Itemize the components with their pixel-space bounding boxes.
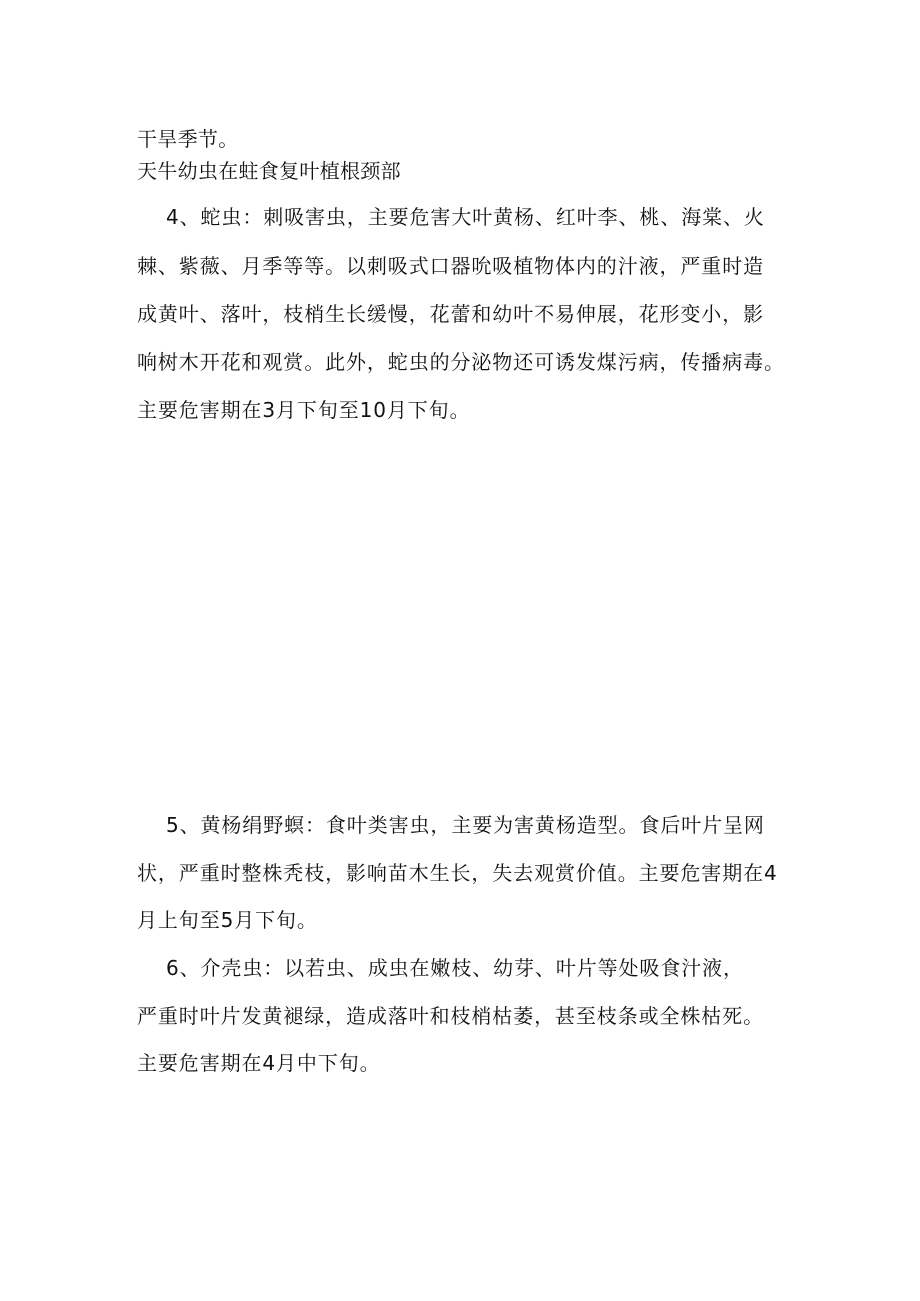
paragraph-4-line-2: 棘、紫薇、月季等等。以刺吸式口器吮吸植物体内的汁液，严重时造 xyxy=(137,254,764,278)
paragraph-5-line-1: 5、黄杨绢野螟：食叶类害虫，主要为害黄杨造型。食后叶片呈网 xyxy=(166,813,765,837)
paragraph-4-line-4: 响树木开花和观赏。此外，蛇虫的分泌物还可诱发煤污病，传播病毒。 xyxy=(137,350,785,374)
paragraph-5-line-2: 状，严重时整株秃枝，影响苗木生长，失去观赏价值。主要危害期在4 xyxy=(137,861,778,885)
paragraph-5-line-3: 月上旬至5月下旬。 xyxy=(137,908,318,932)
paragraph-4-line-3: 成黄叶、落叶，枝梢生长缓慢，花蕾和幼叶不易伸展，花形变小，影 xyxy=(137,302,764,326)
paragraph-6-line-2: 严重时叶片发黄褪绿，造成落叶和枝梢枯萎，甚至枝条或全株枯死。 xyxy=(137,1004,764,1028)
paragraph-4-line-1: 4、蛇虫：刺吸害虫，主要危害大叶黄杨、红叶李、桃、海棠、火 xyxy=(166,205,765,229)
paragraph-6-line-3: 主要危害期在4月中下旬。 xyxy=(137,1051,381,1075)
intro-line-1: 干旱季节。 xyxy=(137,127,239,151)
paragraph-4-line-5: 主要危害期在3月下旬至10月下旬。 xyxy=(137,398,471,422)
paragraph-6-line-1: 6、介壳虫：以若虫、成虫在嫩枝、幼芽、叶片等处吸食汁液， xyxy=(166,956,744,980)
intro-line-2: 天牛幼虫在蛀食复叶植根颈部 xyxy=(137,159,401,183)
